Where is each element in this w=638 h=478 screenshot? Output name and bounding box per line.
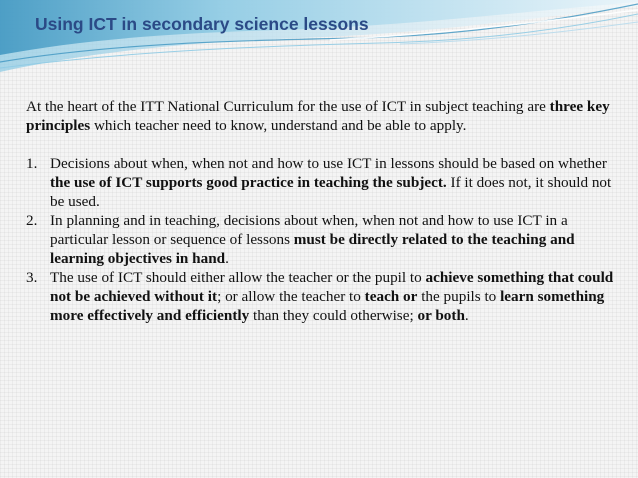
principle-text: Decisions about when, when not and how to use ICT in lessons should be based on whether [50,155,607,172]
intro-text: At the heart of the ITT National Curriculum for the use of ICT in subject teaching are [26,98,550,115]
principle-text: . [225,250,229,267]
principle-emphasis: teach or [364,288,418,305]
principle-number: 3. [26,269,38,286]
principle-item [26,268,626,325]
header-swoosh-decoration [0,0,638,80]
principle-text: . [464,307,469,324]
principle-text: The use of ICT should either allow the teacher or the pupil to [50,269,426,286]
principle-number: 2. [26,212,38,229]
principle-item [26,154,626,211]
intro-paragraph [26,97,626,135]
intro-text: which teacher need to know, understand and be able to apply. [90,117,467,134]
principle-emphasis: must be directly related to the teaching and learning objectives in hand [50,231,575,267]
slide-body [26,97,626,325]
principle-item [26,211,626,268]
principle-emphasis: learn something more effectively and efficiently [50,288,605,324]
principle-text: ; or allow the teacher to [217,288,365,305]
principle-emphasis: or both [417,307,465,324]
principle-text: In planning and in teaching, decisions about when, when not and how to use ICT in a particular lesson or sequence of lessons [50,212,568,248]
principles-list [26,154,626,325]
principle-text: the pupils to [417,288,501,305]
principle-text: than they could otherwise; [249,307,418,324]
intro-emphasis: three key principles [26,98,610,134]
principle-emphasis: the use of ICT supports good practice in teaching the subject. [50,174,447,191]
principle-number: 1. [26,155,38,172]
principle-emphasis: achieve something that could not be achieved without it [50,269,614,305]
slide-title: Using ICT in secondary science lessons [35,14,369,34]
principle-text: If it does not, it should not be used. [50,174,612,210]
